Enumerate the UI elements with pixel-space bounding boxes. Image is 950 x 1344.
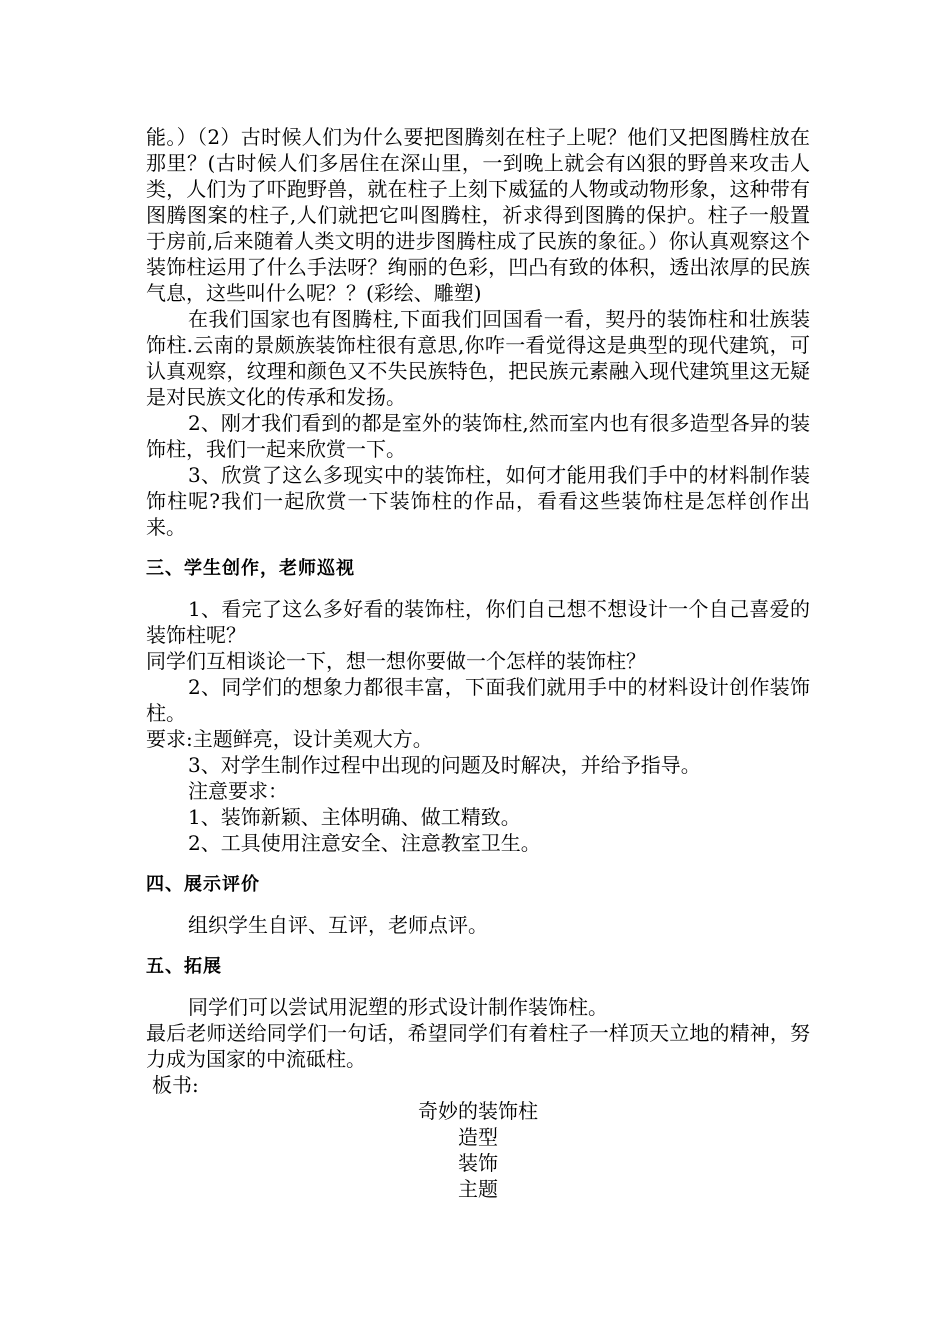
paragraph-china-totem-poles: 在我们国家也有图腾柱,下面我们回国看一看，契丹的装饰柱和壮族装饰柱.云南的景颇族装饰柱很有意思,你咋一看觉得这是典型的现代建筑，可认真观察，纹理和颜色又不失民族特色，把民族元素融入现代建筑里这无疑是对民族文化的传承和发扬。: [146, 307, 810, 409]
paragraph-totem-pole-questions: 能。）（2）古时候人们为什么要把图腾刻在柱子上呢？他们又把图腾柱放在那里？(古时候人们多居住在深山里，一到晚上就会有凶狠的野兽来攻击人类，人们为了吓跑野兽，就在柱子上刻下威猛的人物或动物形象，这种带有图腾图案的柱子,人们就把它叫图腾柱，祈求得到图腾的保护。柱子一般置于房前,后来随着人类文明的进步图腾柱成了民族的象征。）你认真观察这个装饰柱运用了什么手法呀？绚丽的色彩，凹凸有致的体积，透出浓厚的民族气息，这些叫什么呢？？(彩绘、雕塑): [146, 125, 810, 305]
board-line-theme: 主题: [458, 1177, 498, 1201]
section3-note-1: 1、装饰新颖、主体明确、做工精致。: [188, 805, 521, 829]
section3-item-3: 2、同学们的想象力都很丰富，下面我们就用手中的材料设计创作装饰柱。: [146, 675, 810, 725]
section3-item-2: 同学们互相谈论一下，想一想你要做一个怎样的装饰柱？: [146, 649, 646, 673]
section4-text: 组织学生自评、互评，老师点评。: [188, 913, 488, 937]
section3-notes-label: 注意要求：: [188, 779, 288, 803]
document-page: [146, 124, 810, 1202]
section5-item-2: 最后老师送给同学们一句话，希望同学们有着柱子一样顶天立地的精神，努力成为国家的中流砥柱。: [146, 1021, 810, 1071]
section3-item-4: 3、对学生制作过程中出现的问题及时解决，并给予指导。: [188, 753, 701, 777]
section-heading-student-creation: 三、学生创作，老师巡视: [146, 558, 355, 579]
section3-requirements: 要求:主题鲜亮，设计美观大方。: [146, 727, 433, 751]
board-label: 板书:: [152, 1073, 199, 1097]
section3-item-1: 1、看完了这么多好看的装饰柱，你们自己想不想设计一个自己喜爱的装饰柱呢？: [146, 597, 810, 647]
board-line-decoration: 装饰: [458, 1151, 498, 1175]
paragraph-making-columns: 3、欣赏了这么多现实中的装饰柱，如何才能用我们手中的材料制作装饰柱呢?我们一起欣赏一下装饰柱的作品，看看这些装饰柱是怎样创作出来。: [146, 463, 810, 539]
section-heading-extension: 五、拓展: [146, 956, 222, 977]
paragraph-indoor-columns: 2、刚才我们看到的都是室外的装饰柱,然而室内也有很多造型各异的装饰柱，我们一起来欣赏一下。: [146, 411, 810, 461]
board-line-shape: 造型: [458, 1125, 498, 1149]
section5-item-1: 同学们可以尝试用泥塑的形式设计制作装饰柱。: [188, 995, 608, 1019]
section3-note-2: 2、工具使用注意安全、注意教室卫生。: [188, 831, 541, 855]
board-title: 奇妙的装饰柱: [418, 1099, 538, 1123]
board-content: [146, 1098, 810, 1202]
section-heading-display-evaluation: 四、展示评价: [146, 874, 260, 895]
